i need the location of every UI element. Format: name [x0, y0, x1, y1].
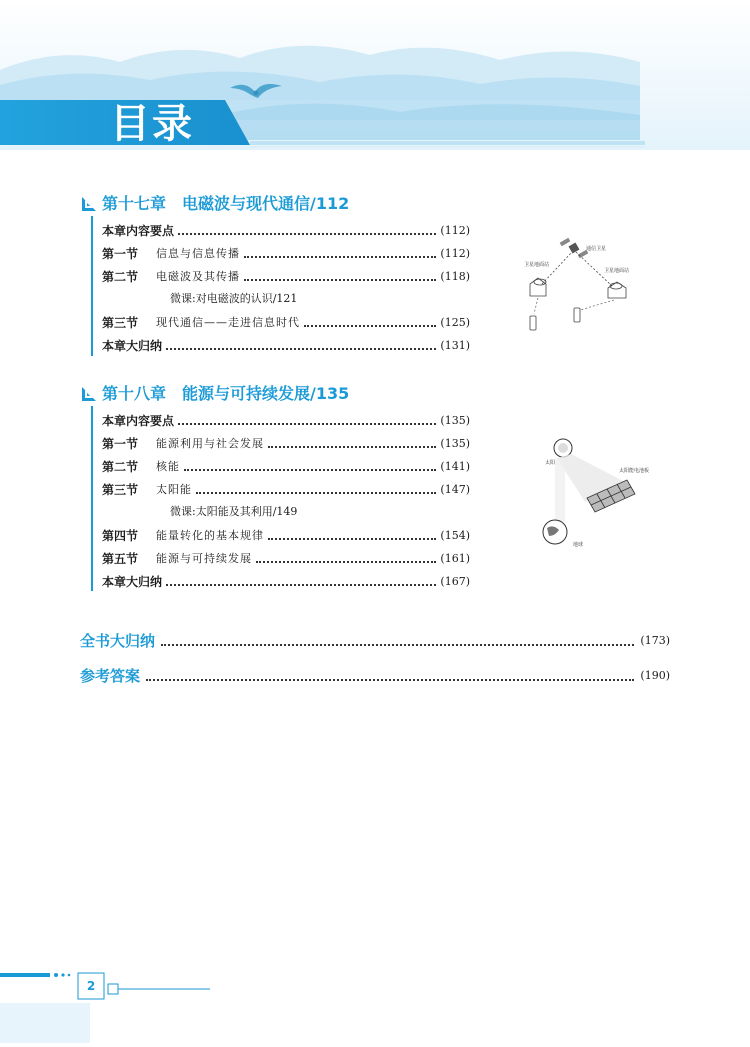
toc-entry[interactable] — [102, 571, 470, 591]
toc-entry[interactable] — [102, 312, 470, 332]
page-ref: (135) — [440, 436, 470, 450]
section-name: 太阳能 — [156, 483, 192, 496]
solar-energy-illustration — [525, 432, 650, 552]
footer-graphic — [0, 965, 750, 1043]
toc-entry[interactable] — [102, 220, 470, 240]
section-number: 第二节 — [102, 269, 139, 284]
page-ref: (125) — [440, 315, 470, 329]
section-name: 核能 — [156, 460, 180, 473]
section-name: 信息与信息传播 — [156, 247, 240, 260]
page-title: 目录 — [110, 101, 194, 147]
section-name: 现代通信——走进信息时代 — [156, 316, 300, 329]
chapter-title[interactable]: 第十八章 能源与可持续发展/135 — [102, 384, 350, 403]
page-ref: (131) — [440, 338, 470, 352]
section-number: 第三节 — [102, 482, 139, 497]
footer-decoration — [0, 965, 750, 1043]
sun-icon — [554, 439, 572, 457]
chapter-marker-icon — [80, 195, 98, 213]
page-ref: (112) — [440, 246, 470, 260]
page-ref: (154) — [440, 528, 470, 542]
entry-label: 本章内容要点 — [102, 223, 175, 238]
micro-lesson[interactable]: 微课:太阳能及其利用/149 — [170, 505, 298, 518]
toc-entry-answers[interactable] — [80, 663, 670, 687]
entry-label: 本章大归纳 — [102, 574, 163, 589]
toc-entry[interactable] — [102, 525, 470, 545]
toc-entry-book-summary[interactable] — [80, 628, 670, 652]
chapter-marker-icon — [80, 385, 98, 403]
section-name: 能量转化的基本规律 — [156, 529, 264, 542]
micro-lesson[interactable]: 微课:对电磁波的认识/121 — [170, 292, 298, 305]
header-banner — [0, 0, 750, 150]
section-name: 电磁波及其传播 — [156, 270, 240, 283]
page-number: 2 — [86, 979, 96, 993]
entry-label: 本章大归纳 — [102, 338, 163, 353]
solar-label: 太阳 — [545, 460, 556, 466]
section-number: 第一节 — [102, 246, 139, 261]
page-ref: (173) — [640, 633, 670, 647]
solar-label: 太阳能电池板 — [619, 468, 650, 474]
page-ref: (167) — [440, 574, 470, 588]
satellite-communication-illustration — [520, 236, 650, 340]
page-ref: (112) — [440, 223, 470, 237]
section-name: 能源与可持续发展 — [156, 552, 252, 565]
section-number: 第二节 — [102, 459, 139, 474]
chapter-title[interactable]: 第十七章 电磁波与现代通信/112 — [102, 194, 350, 213]
section-number: 第一节 — [102, 436, 139, 451]
comm-label: 通信卫星 — [586, 246, 607, 252]
page-ref: (135) — [440, 413, 470, 427]
toc-entry[interactable] — [102, 456, 470, 476]
page-ref: (161) — [440, 551, 470, 565]
section-number: 第五节 — [102, 551, 139, 566]
page-ref: (118) — [440, 269, 470, 283]
toc-entry[interactable] — [102, 266, 470, 286]
page-ref: (147) — [440, 482, 470, 496]
solar-label: 地球 — [573, 542, 584, 548]
entry-label: 全书大归纳 — [80, 631, 156, 650]
entry-label: 参考答案 — [80, 666, 141, 685]
satellite-icon — [560, 238, 589, 258]
toc-entry[interactable] — [102, 410, 470, 430]
toc-entry[interactable] — [102, 548, 470, 568]
toc-entry[interactable] — [102, 433, 470, 453]
section-number: 第四节 — [102, 528, 139, 543]
toc-entry[interactable] — [102, 479, 470, 499]
page-ref: (190) — [640, 668, 670, 682]
comm-label: 卫星地面站 — [524, 262, 550, 268]
toc-entry[interactable] — [102, 335, 470, 355]
section-name: 能源利用与社会发展 — [156, 437, 264, 450]
comm-label: 卫星地面站 — [604, 268, 630, 274]
entry-label: 本章内容要点 — [102, 413, 175, 428]
toc-entry[interactable] — [102, 243, 470, 263]
section-number: 第三节 — [102, 315, 139, 330]
page-ref: (141) — [440, 459, 470, 473]
